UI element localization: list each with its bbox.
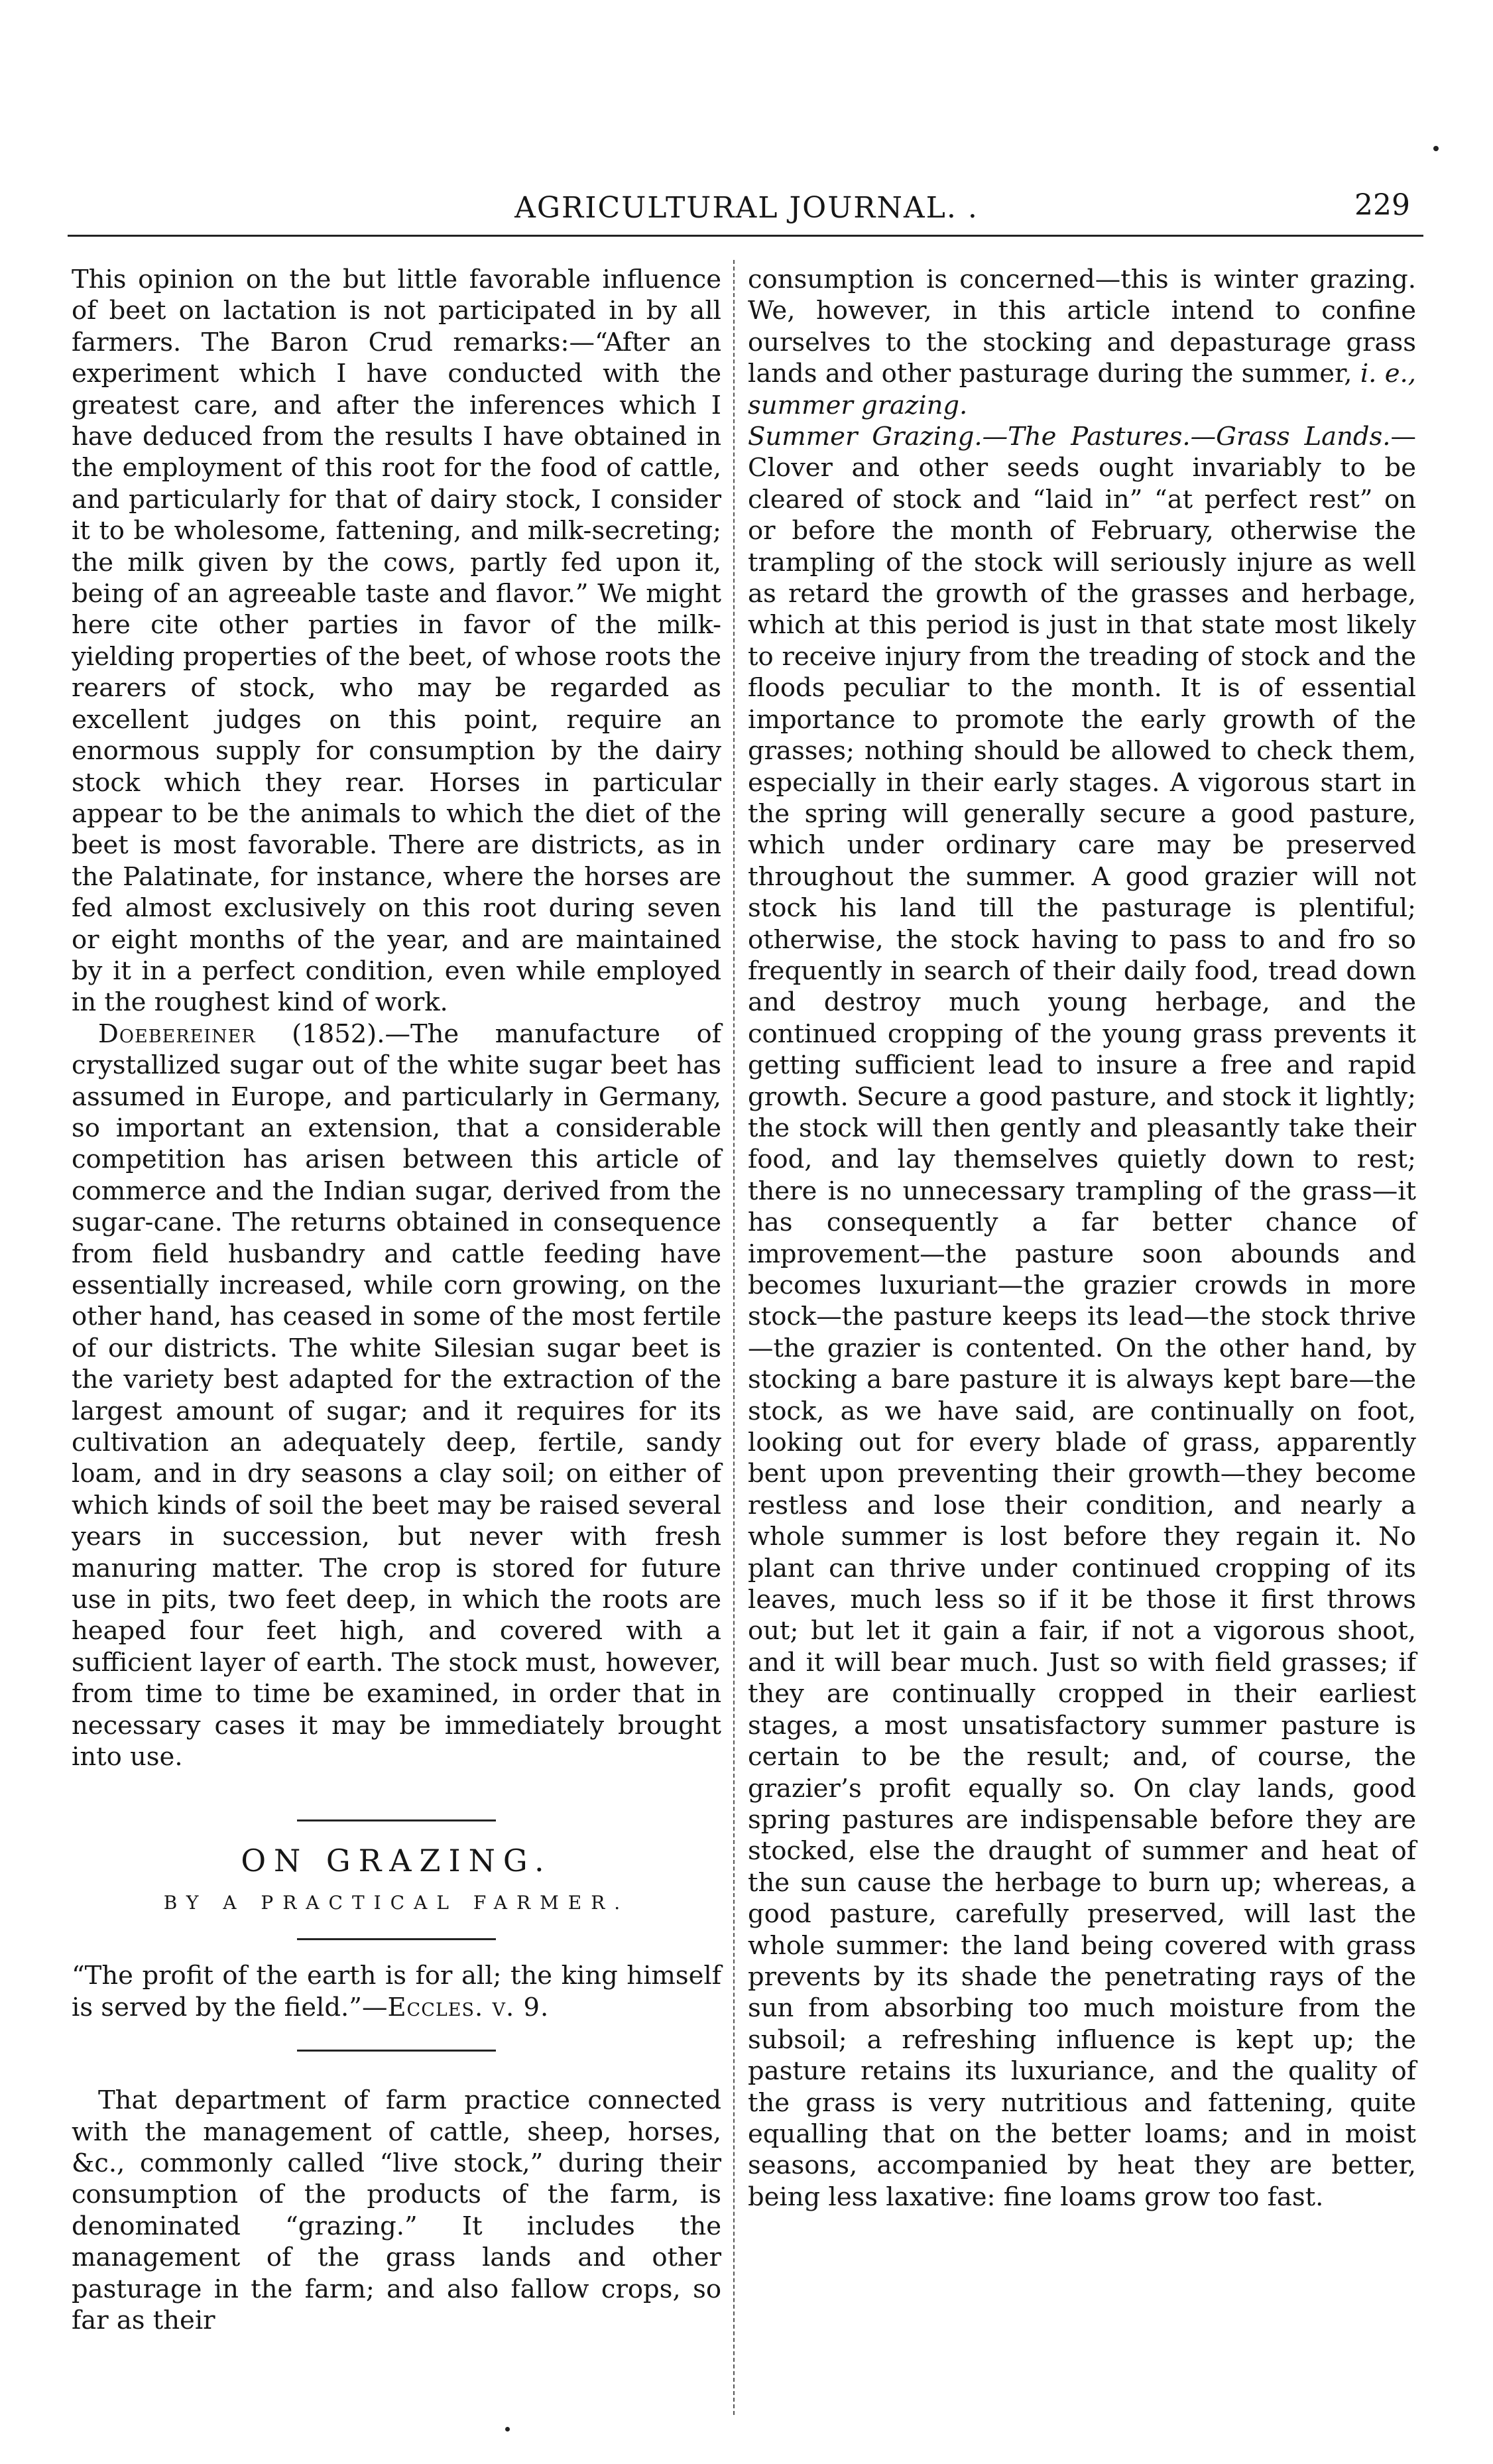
page-header bbox=[0, 184, 1493, 231]
epigraph bbox=[72, 1960, 721, 2023]
section-rule-top bbox=[297, 1819, 496, 1821]
author-name: Doebereiner bbox=[98, 1018, 256, 1049]
column-divider bbox=[733, 260, 735, 2415]
paragraph-winter-grazing-text: consumption is concerned—this is winter grazing. We, however, in this article intend to confine ourselves to the stocking and depasturage grass lands and other pasturage during the summer, bbox=[748, 265, 1416, 389]
running-title: AGRICULTURAL JOURNAL. . bbox=[514, 191, 979, 225]
paragraph-winter-grazing bbox=[748, 264, 1416, 421]
section-rule-bottom bbox=[297, 2050, 496, 2052]
header-rule bbox=[68, 235, 1423, 237]
paragraph-doebereiner bbox=[72, 1018, 721, 1773]
subsection-heading: Summer Grazing.—The Pastures.—Grass Lands. bbox=[748, 422, 1391, 452]
paragraph-doebereiner-text: (1852).—The manufacture of crystallized sugar out of the white sugar beet has assumed in Europe, and particularly in Germany, so important an extension, that a considerable competition has arisen between this article of commerce and the Indian sugar, derived from the sugar-cane. The returns obtained in consequence from field husbandry and cattle feeding have essentially increased, while corn growing, on the other hand, has ceased in some of the most fertile of our districts. The white Silesian sugar beet is the variety best adapted for the extraction of the largest amount of sugar; and it requires for its cultivation an adequately deep, fertile, sandy loam, and in dry seasons a clay soil; on either of which kinds of soil the beet may be raised several years in succession, but never with fresh manuring matter. The crop is stored for future use in pits, two feet deep, in which the roots are heaped four feet high, and covered with a sufficient layer of earth. The stock must, however, from time to time be examined, in order that in necessary cases it may be immediately brought into use. bbox=[72, 1018, 721, 1772]
section-title: ON GRAZING. bbox=[241, 1842, 552, 1879]
summer-grazing-italic: i. e., summer grazing. bbox=[748, 359, 1416, 420]
paragraph-summer-grazing-text: —Clover and other seeds ought invariably to be cleared of stock and “laid in” “at perfect rest” on or before the month of February, otherwise the trampling of the stock will seriously injure as well as retard the growth of the grasses and herbage, which at this period is just in that state most likely to receive injury from the treading of stock and the floods peculiar to the month. It is of essential importance to promote the early growth of the grasses; nothing should be allowed to check them, especially in their early stages. A vigorous start in the spring will generally secure a good pasture, which under ordinary care may be preserved throughout the summer. A good grazier will not stock his land till the pasturage is plentiful; otherwise, the stock having to pass to and fro so frequently in search of their daily food, tread down and destroy much young herbage, and the continued cropping of the young grass prevents it getting sufficient lead to insure a free and rapid growth. Secure a good pasture, and stock it lightly; the stock will then gently and pleasantly take their food, and lay themselves quietly down to rest; there is no unnecessary trampling of the grass—it has consequently a far better chance of improvement—the pasture soon abounds and becomes luxuriant—the grazier crowds in more stock—the pasture keeps its lead—the stock thrive—the grazier is contented. On the other hand, by stocking a bare pasture it is always kept bare—the stock, as we have said, are continually on foot, looking out for every blade of grass, apparently bent upon preventing their growth—they become restless and lose their condition, and nearly a whole summer is lost before they regain it. No plant can thrive under continued cropping of its leaves, much less so if it be those it first throws out; but let it gain a fair, if not a vigorous shoot, and it will bear much. Just so with field grasses; if they are continually cropped in their earliest stages, a most unsatisfactory summer pasture is certain to be the result; and, of course, the grazier’s profit equally so. On clay lands, good spring pastures are indispensable before they are stocked, else the draught of summer and heat of the sun cause the herbage to burn up; whereas, a good pasture, carefully preserved, will last the whole summer: the land being covered with grass prevents by its shade the penetrating rays of the sun from absorbing too much moisture from the subsoil; a refreshing influence is kept up; the pasture retains its luxuriance, and the quality of the grass is very nutritious and fattening, quite equalling that on the better loams; and in moist seasons, accompanied by heat they are better, being less laxative: fine loams grow too fast. bbox=[748, 422, 1416, 2212]
paragraph-grazing-intro: That department of farm practice connected with the management of cattle, sheep, horses, &c., commonly called “live stock,” during their consumption of the products of the farm, is denominated “grazing.” It includes the management of the grass lands and other pasturage in the farm; and also fallow crops, so far as their bbox=[72, 2085, 721, 2335]
paragraph-baron-crud: This opinion on the but little favorable influence of beet on lactation is not participated in by all farmers. The Baron Crud remarks:—“After an experiment which I have conducted with the greatest care, and after the inferences which I have deduced from the results I have obtained in the employment of this root for the food of cattle, and particularly for that of dairy stock, I consider it to be wholesome, fattening, and milk-secreting; the milk given by the cows, partly fed upon it, being of an agreeable taste and flavor.” We might here cite other parties in favor of the milk-yielding properties of the beet, of whose roots the rearers of stock, who may be regarded as excellent judges on this point, require an enormous supply for consumption by the dairy stock which they rear. Horses in particular appear to be the animals to which the diet of the beet is most favorable. There are districts, as in the Palatinate, for instance, where the horses are fed almost exclusively on this root during seven or eight months of the year, and are maintained by it in a perfect condition, even while employed in the roughest kind of work. bbox=[72, 265, 721, 1018]
ink-dot bbox=[1433, 146, 1439, 151]
section-byline: BY A PRACTICAL FARMER. bbox=[163, 1891, 630, 1914]
epigraph-text: “The profit of the earth is for all; the king himself is served by the field.”— bbox=[72, 1961, 721, 2022]
right-column bbox=[748, 264, 1416, 2213]
paragraph-summer-grazing bbox=[748, 421, 1416, 2213]
left-column bbox=[72, 264, 721, 2336]
section-rule-middle bbox=[297, 1938, 496, 1940]
page-number: 229 bbox=[1354, 188, 1410, 222]
ink-dot-bottom bbox=[505, 2427, 510, 2432]
epigraph-source: Eccles. v. 9. bbox=[387, 1992, 550, 2022]
